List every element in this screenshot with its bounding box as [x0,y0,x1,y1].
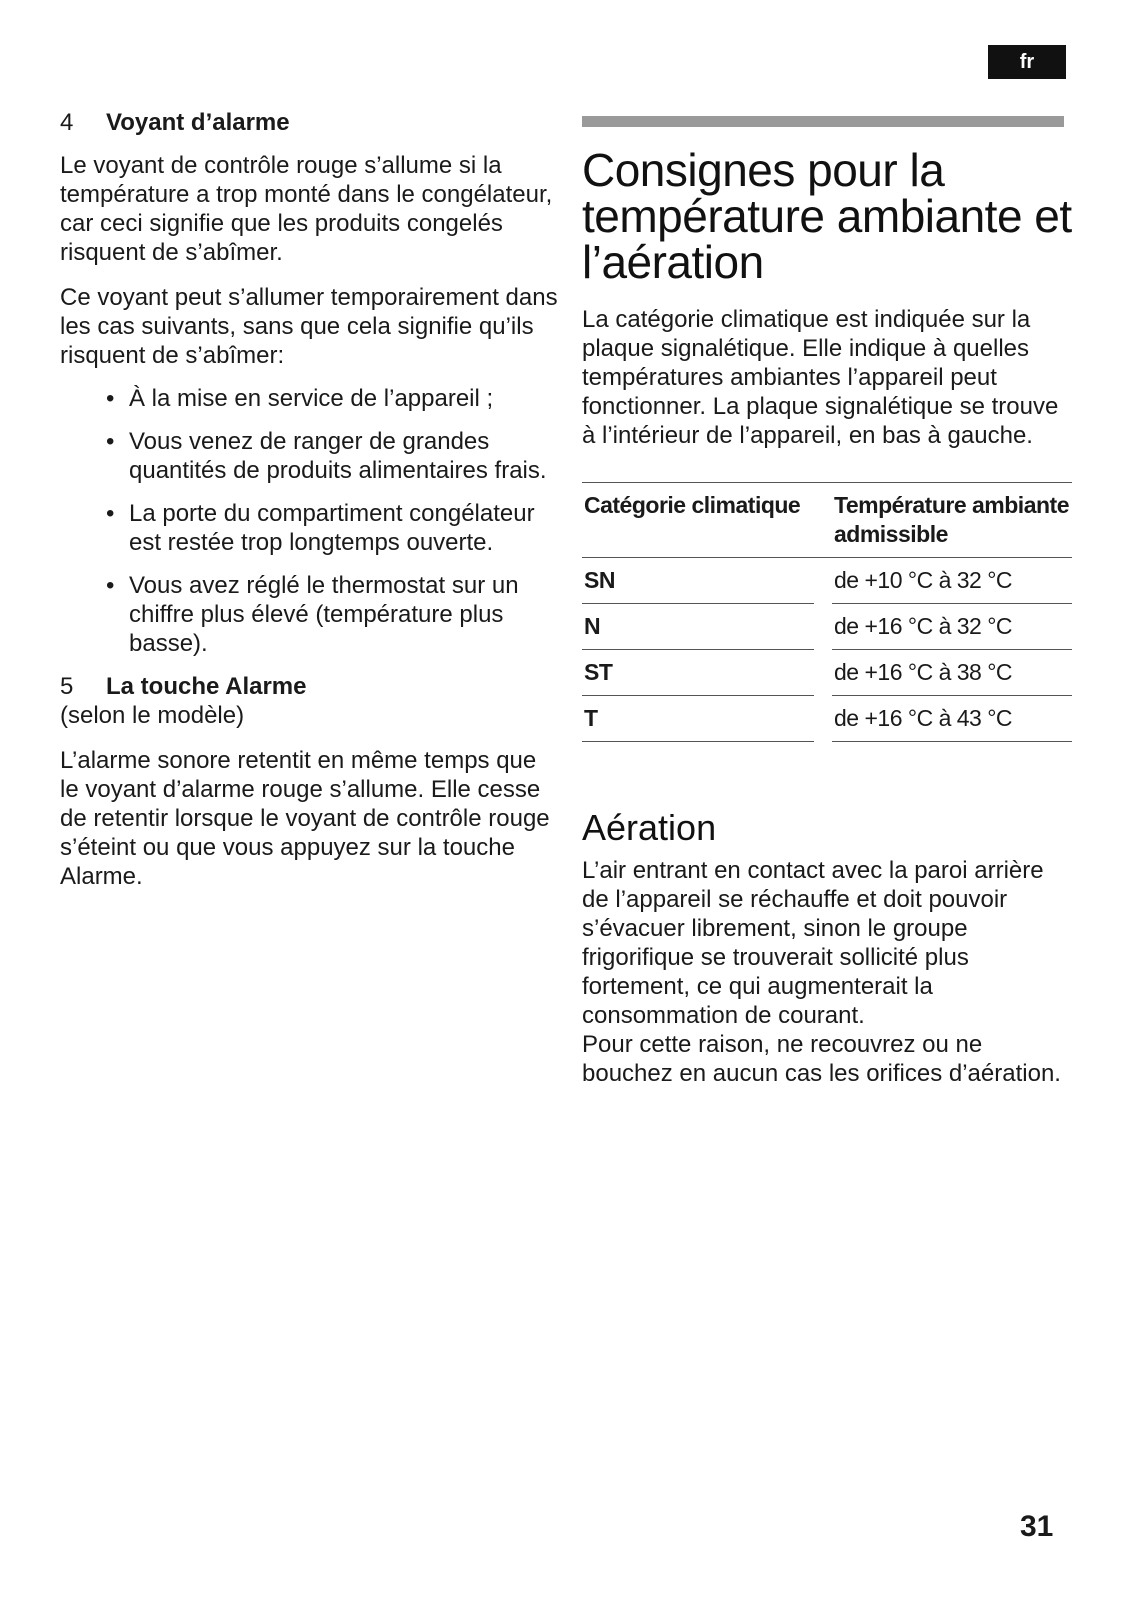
table-cell-temperature: de +16 °C à 43 °C [832,696,1072,742]
table-row [582,696,1072,742]
table-cell-category: T [582,696,814,742]
item-4-heading [60,108,560,137]
left-column [60,108,560,891]
item-5-number: 5 [60,673,74,700]
aeration-title: Aération [582,807,717,848]
table-row [582,650,1072,696]
table-cell-temperature: de +10 °C à 32 °C [832,558,1072,604]
item-4-title: Voyant d’alarme [106,109,290,136]
aeration-paragraph-1: L’air entrant en contact avec la paroi arrière de l’appareil se réchauffe et doit pouvoir s’évacuer librement, sinon le groupe frigorifique se trouverait sollicité plus fortement, ce qui augmenterait la consommation de courant. [582,857,1044,1029]
table-cell-temperature: de +16 °C à 32 °C [832,604,1072,650]
column-header-temperature: Température ambiante admissible [832,483,1072,558]
column-header-category: Catégorie climatique [582,483,814,558]
aeration-paragraph-2: Pour cette raison, ne recouvrez ou ne bouchez en aucun cas les orifices d’aération. [582,1031,1061,1087]
table-cell-category: SN [582,558,814,604]
table-header-row [582,483,1072,558]
bullet-item: • Vous venez de ranger de grandes quantités de produits alimentaires frais. [106,428,547,484]
item-4-number: 4 [60,109,74,136]
table-cell-category: N [582,604,814,650]
intro-paragraph: La catégorie climatique est indiquée sur la plaque signalétique. Elle indique à quelles températures ambiantes l’appareil peut fonctionner. La plaque signalétique se trouve à l’intérieur de l’appareil, en bas à gauche. [582,306,1059,449]
item-4-paragraph-1: Le voyant de contrôle rouge s’allume si la température a trop monté dans le congélateur, car ceci signifie que les produits congelés risquent de s’abîmer. [60,152,553,266]
section-title: Consignes pour la température ambiante et l’aération [582,144,1072,288]
item-4-paragraph-2: Ce voyant peut s’allumer temporairement dans les cas suivants, sans que cela signifie qu’ils risquent de s’abîmer: [60,284,558,369]
right-column [582,108,1072,1088]
bullet-item: • À la mise en service de l’appareil ; [106,385,494,412]
bullet-text: Vous avez réglé le thermostat sur un chiffre plus élevé (température plus basse). [129,572,519,657]
bullet-text: Vous venez de ranger de grandes quantités de produits alimentaires frais. [129,428,547,484]
table-cell-category: ST [582,650,814,696]
table-row [582,558,1072,604]
language-badge: fr [988,45,1066,79]
bullet-item: • La porte du compartiment congélateur est restée trop longtemps ouverte. [106,500,535,556]
item-5-paragraph: L’alarme sonore retentit en même temps que le voyant d’alarme rouge s’allume. Elle cesse de retentir lorsque le voyant de contrôle rouge s’éteint ou que vous appuyez sur la touche Alarme. [60,747,550,890]
bullet-text: À la mise en service de l’appareil ; [129,385,494,412]
section-rule [582,116,1064,127]
table-cell-temperature: de +16 °C à 38 °C [832,650,1072,696]
bullet-item: • Vous avez réglé le thermostat sur un chiffre plus élevé (température plus basse). [106,572,519,657]
page-number: 31 [1020,1510,1054,1543]
item-5-title: La touche Alarme [106,673,307,700]
bullet-text: La porte du compartiment congélateur est restée trop longtemps ouverte. [129,500,535,556]
table-row [582,604,1072,650]
item-5-heading [60,672,560,701]
climate-table [582,482,1072,742]
item-5-subtitle: (selon le modèle) [60,702,245,729]
item-4-bullet-list [106,384,560,658]
